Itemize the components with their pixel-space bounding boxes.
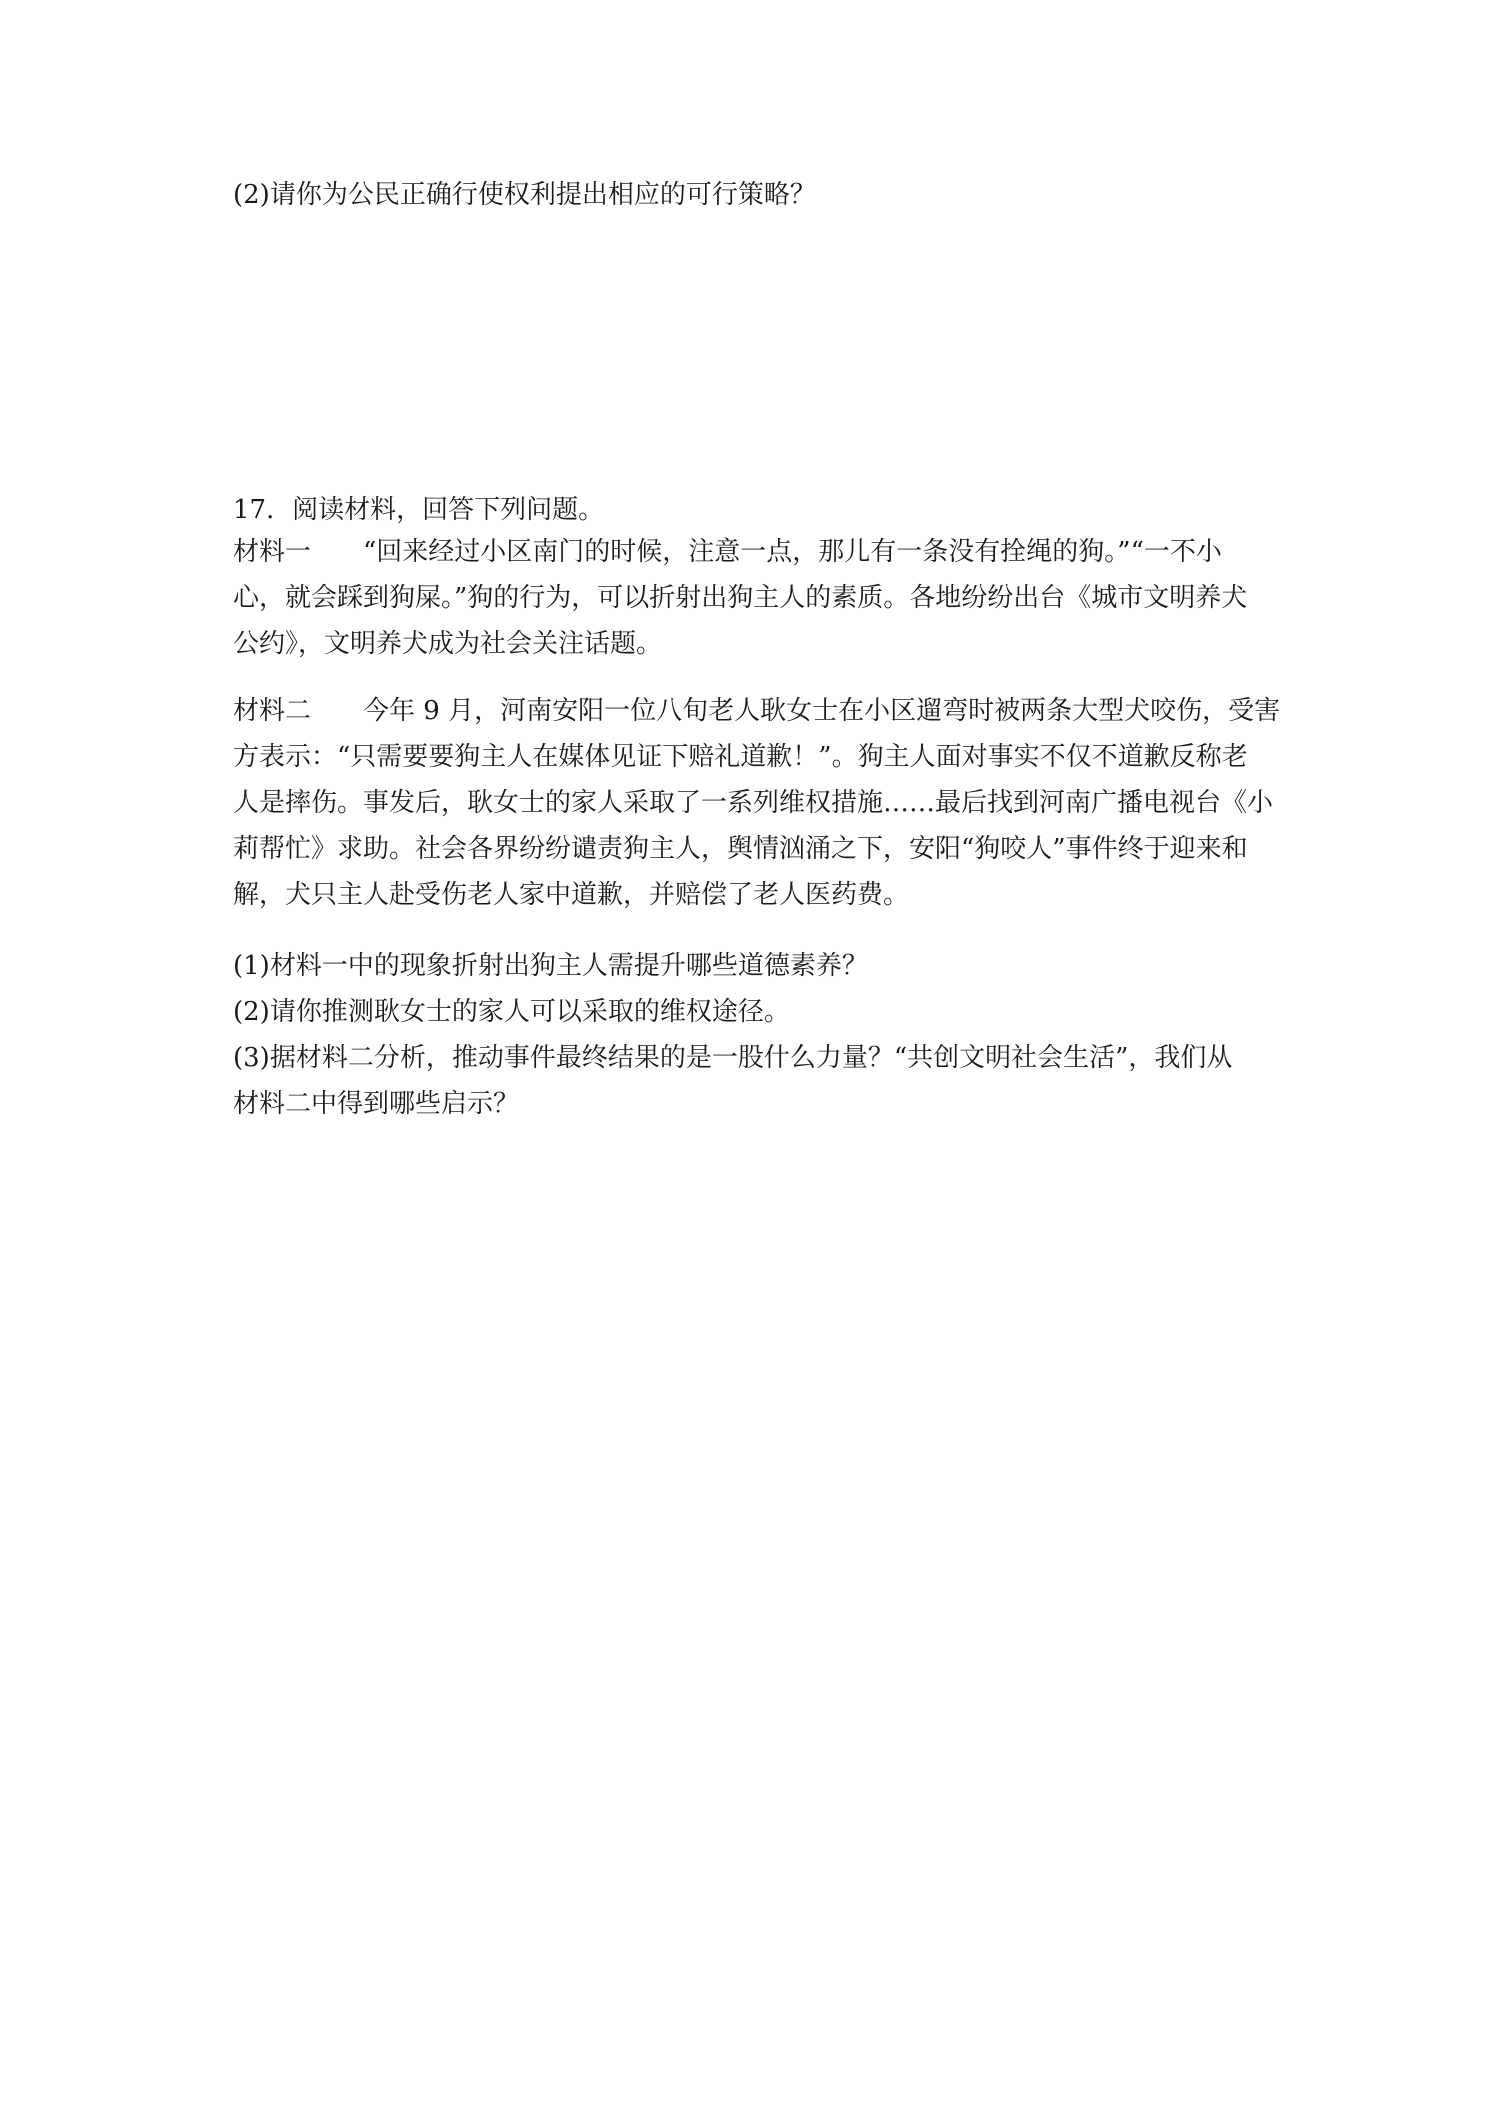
question-17-sub1: (1)材料一中的现象折射出狗主人需提升哪些道德素养？ [233, 951, 868, 981]
material-1-line-1: 材料一 “回来经过小区南门的时候，注意一点，那儿有一条没有拴绳的狗。”“一不小 [233, 537, 1222, 567]
material-1-label: 材料一 [233, 537, 312, 567]
material-2-line-4: 莉帮忙》求助。社会各界纷纷谴责狗主人，舆情汹涌之下，安阳“狗咬人”事件终于迎来和 [233, 834, 1248, 864]
material-2-line-5: 解，犬只主人赴受伤老人家中道歉，并赔偿了老人医药费。 [233, 880, 910, 910]
question-17-sub3-line-1: (3)据材料二分析，推动事件最终结果的是一股什么力量？“共创文明社会生活”，我们从 [233, 1043, 1233, 1073]
material-1 [233, 529, 1273, 667]
material-2-label: 材料二 [233, 696, 312, 726]
material-2-line-3: 人是摔伤。事发后，耿女士的家人采取了一系列维权措施……最后找到河南广播电视台《小 [233, 788, 1274, 818]
material-1-line-3: 公约》，文明养犬成为社会关注话题。 [233, 629, 663, 659]
question-17-sub2: (2)请你推测耿女士的家人可以采取的维权途径。 [233, 997, 790, 1027]
material-2-line-2: 方表示：“只需要要狗主人在媒体见证下赔礼道歉！”。狗主人面对事实不仅不道歉反称老 [233, 742, 1248, 772]
question-17-sub3 [233, 1035, 1273, 1127]
material-1-line-2: 心，就会踩到狗屎。”狗的行为，可以折射出狗主人的素质。各地纷纷出台《城市文明养犬 [233, 583, 1248, 613]
question-17-heading: 17．阅读材料，回答下列问题。 [233, 495, 605, 525]
question-17-sub3-line-2: 材料二中得到哪些启示？ [233, 1089, 520, 1119]
material-2-line-1: 材料二 今年 9 月，河南安阳一位八旬老人耿女士在小区遛弯时被两条大型犬咬伤，受害 [233, 696, 1281, 726]
material-2 [233, 688, 1281, 918]
prev-question-sub2: (2)请你为公民正确行使权利提出相应的可行策略？ [233, 180, 816, 210]
